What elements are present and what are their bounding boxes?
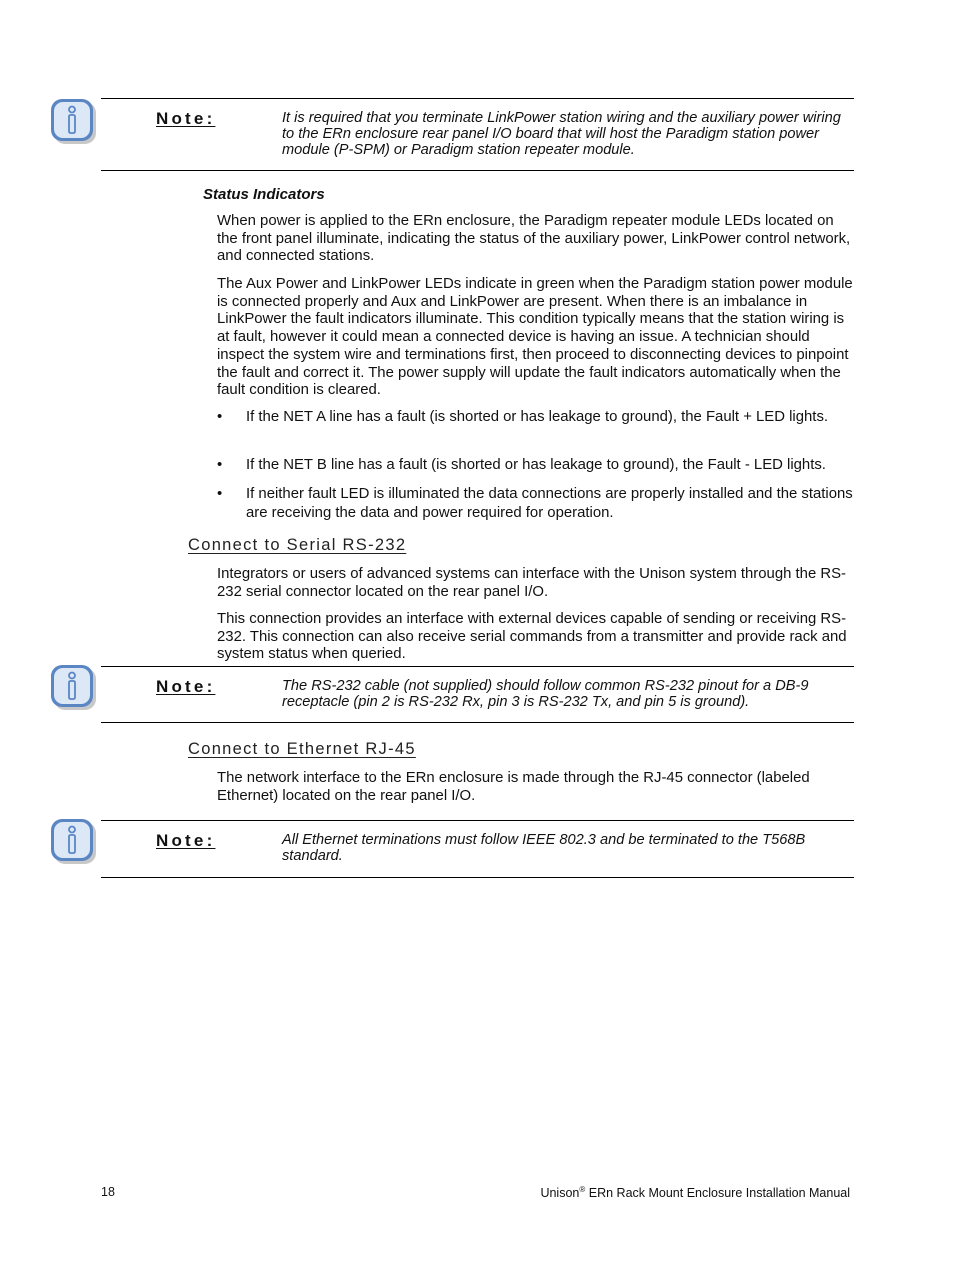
- section-heading-ethernet-rj45: Connect to Ethernet RJ-45: [188, 740, 416, 758]
- note-text: The RS-232 cable (not supplied) should follow common RS-232 pinout for a DB-9 receptacle (pin 2 is RS-232 Rx, pin 3 is RS-232 Tx, and pin 5 is ground).: [282, 678, 809, 710]
- note-label: Note:: [156, 109, 216, 128]
- note-text: It is required that you terminate LinkPower station wiring and the auxiliary power wiring to the ERn enclosure rear panel I/O board that will host the Paradigm station power module (P-SPM) or Paradigm station repeater module.: [282, 110, 841, 158]
- footer-title-rest: ERn Rack Mount Enclosure Installation Manual: [585, 1186, 850, 1201]
- bullet-icon: •: [217, 486, 223, 502]
- note-text: All Ethernet terminations must follow IEEE 802.3 and be terminated to the T568B standard.: [282, 832, 806, 864]
- note-info-icon: [48, 662, 100, 714]
- list-item-text: If the NET A line has a fault (is shorted or has leakage to ground), the Fault + LED lights.: [246, 409, 829, 425]
- note-box-terminate-wiring: [101, 98, 854, 171]
- footer-manual-title: [540, 1185, 850, 1200]
- note-label: Note:: [156, 831, 216, 850]
- registered-mark: ®: [579, 1185, 586, 1194]
- bullet-icon: •: [217, 409, 223, 425]
- paragraph: Integrators or users of advanced systems can interface with the Unison system through the RS-232 serial connector located on the rear panel I/O.: [217, 566, 847, 600]
- note-box-ethernet-terminations: [101, 820, 854, 878]
- note-info-icon: [48, 96, 100, 148]
- note-label: Note:: [156, 677, 216, 696]
- list-item-text: If neither fault LED is illuminated the data connections are properly installed and the stations are receiving the data and power required for operation.: [246, 486, 853, 521]
- list-item-text: If the NET B line has a fault (is shorted or has leakage to ground), the Fault - LED lights.: [246, 457, 826, 473]
- paragraph: This connection provides an interface with external devices capable of sending or receiving RS-232. This connection can also receive serial commands from a transmitter and provide rack and system status when queried.: [217, 611, 847, 663]
- page-number: 18: [101, 1185, 115, 1199]
- note-box-rs232-cable: [101, 666, 854, 723]
- note-info-icon: [48, 816, 100, 868]
- bullet-icon: •: [217, 457, 223, 473]
- section-heading-status-indicators: Status Indicators: [203, 186, 325, 203]
- section-heading-serial-rs232: Connect to Serial RS-232: [188, 536, 407, 554]
- paragraph: When power is applied to the ERn enclosure, the Paradigm repeater module LEDs located on the front panel illuminate, indicating the status of the auxiliary power, LinkPower control network, and connected stations.: [217, 213, 851, 265]
- paragraph: The network interface to the ERn enclosure is made through the RJ-45 connector (labeled Ethernet) located on the rear panel I/O.: [217, 770, 810, 804]
- paragraph: The Aux Power and LinkPower LEDs indicate in green when the Paradigm station power module is connected properly and Aux and LinkPower are present. When there is an imbalance in LinkPower the fault indicators illuminate. This condition typically means that the station wiring is at fault, however it could mean a connected device is having an issue. A technician should inspect the system wire and terminations first, then proceed to disconnecting devices to pinpoint the fault and correct it. The power supply will update the fault indicators automatically when the fault condition is cleared.: [217, 276, 853, 399]
- footer-brand: Unison: [540, 1186, 580, 1201]
